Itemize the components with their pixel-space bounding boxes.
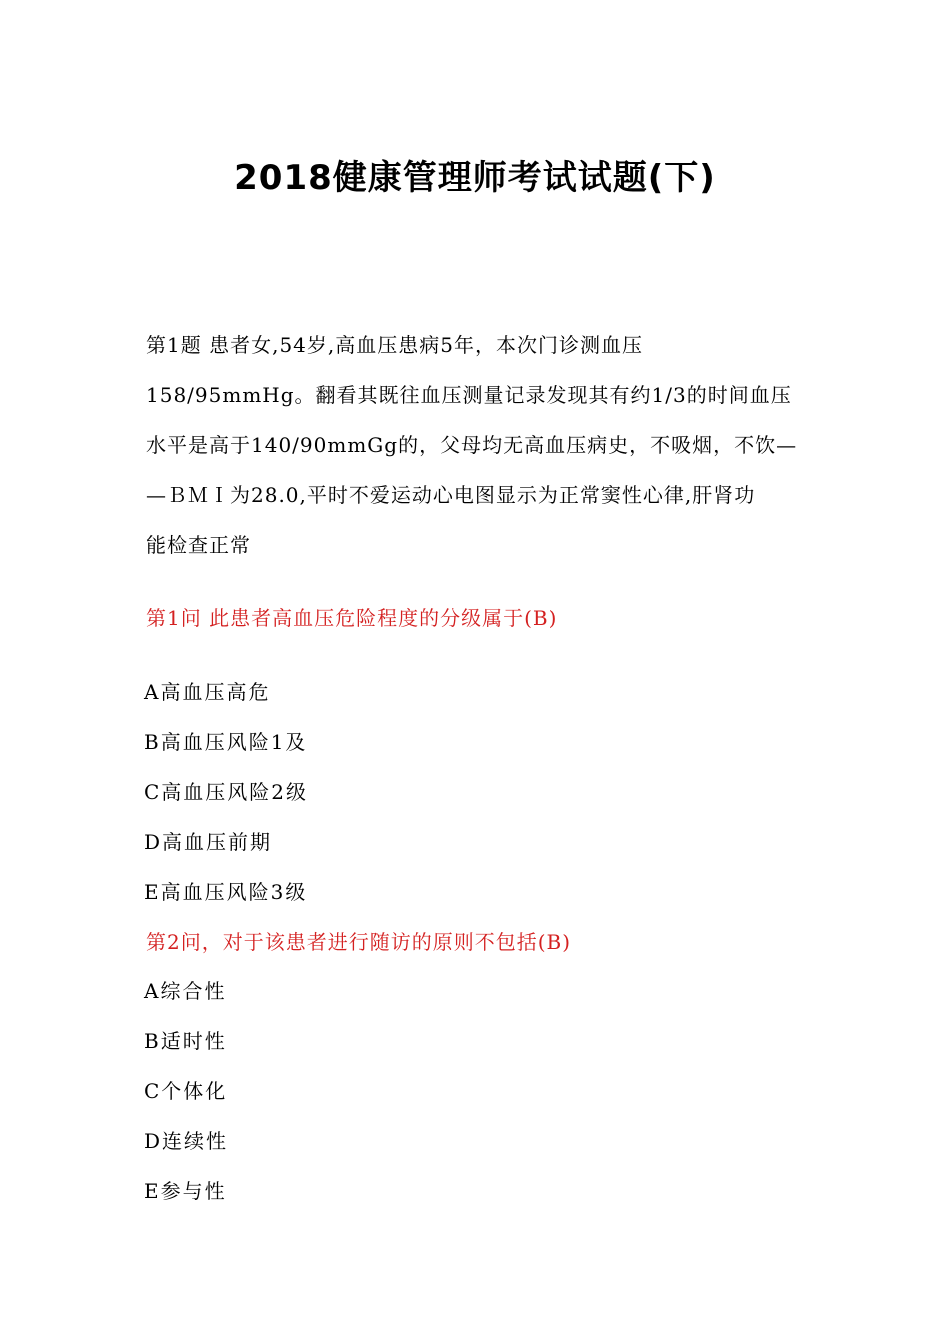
option-a: A综合性 [144,979,227,1003]
question-text: 第1问 此患者高血压危险程度的分级属于(B) [146,606,558,630]
page-title: 2018健康管理师考试试题(下) [234,158,716,198]
option-b: B高血压风险1及 [144,730,308,754]
question-text: 第2问，对于该患者进行随访的原则不包括(B) [146,930,572,954]
option-a: A高血压高危 [144,680,271,704]
case-line: 水平是高于140/90mmGg的，父母均无高血压病史，不吸烟，不饮— [146,433,798,457]
option-b: B适时性 [144,1029,227,1053]
case-line: —ＢＭＩ为28.0,平时不爱运动心电图显示为正常窦性心律,肝肾功 [146,483,756,507]
option-e: E高血压风险3级 [144,880,308,904]
option-c: C高血压风险2级 [144,780,309,804]
option-d: D高血压前期 [144,830,273,854]
case-line: 158/95mmHg。翻看其既往血压测量记录发现其有约1/3的时间血压 [146,383,792,407]
option-d: D连续性 [144,1129,229,1153]
case-line: 能检查正常 [146,533,251,557]
option-c: C个体化 [144,1079,228,1103]
case-line: 第1题 患者女,54岁,高血压患病5年，本次门诊测血压 [146,333,643,357]
option-e: E参与性 [144,1179,227,1203]
